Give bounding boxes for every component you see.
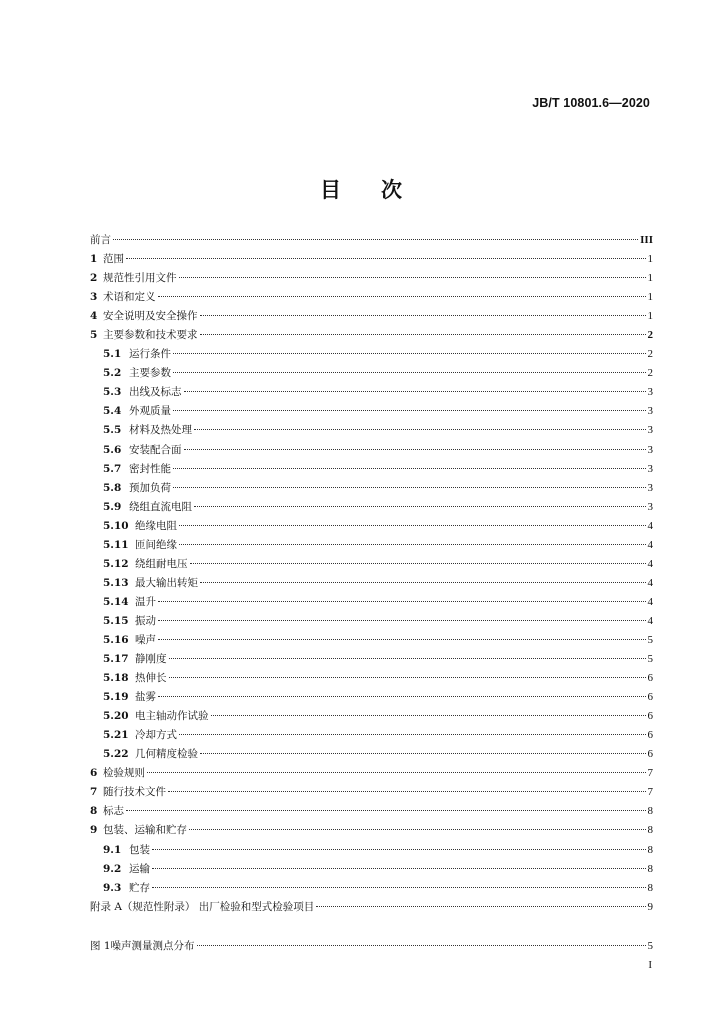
toc-entry-number: 9.1 [103,843,122,856]
title-part-2: 次 [381,178,404,202]
toc-dot-leader [200,315,646,316]
toc-entry[interactable] [90,726,653,745]
toc-entry-page: 3 [647,386,653,399]
toc-entry-page: 2 [647,348,653,361]
toc-entry-page: 6 [647,729,653,742]
toc-entry-number: 5.13 [103,576,129,589]
toc-entry[interactable] [90,669,653,688]
toc-entry-number: 5.2 [103,367,122,380]
toc-dot-leader [113,239,638,240]
toc-entry[interactable] [90,783,653,802]
toc-entry-label: 运行条件 [129,348,171,361]
toc-entry-label: 外观质量 [129,405,171,418]
toc-dot-leader [126,258,646,259]
toc-dot-leader [189,829,646,830]
toc-entry-number: 1 [90,253,98,266]
toc-entry[interactable] [90,841,653,860]
toc-entry-page: 4 [647,576,653,589]
toc-entry-page: III [640,234,653,246]
toc-entry[interactable] [90,269,653,288]
toc-entry-number: 5.19 [103,691,129,704]
toc-entry-label: 随行技术文件 [103,786,166,799]
toc-entry[interactable] [90,231,653,250]
toc-entry-label: 范围 [103,253,124,266]
toc-entry-number: 4 [90,310,98,323]
toc-dot-leader [200,753,646,754]
toc-entry-number: 5.3 [103,386,122,399]
toc-entry[interactable] [90,821,653,840]
toc-entry-page: 4 [647,595,653,608]
toc-entry-page: 4 [647,519,653,532]
toc-entry-page: 3 [647,500,653,513]
toc-dot-leader [168,791,646,792]
toc-dot-leader [158,601,646,602]
toc-entry-label: 振动 [135,614,156,627]
toc-entry-number: 附录 A [90,900,122,913]
toc-entry[interactable] [90,574,653,593]
toc-entry-label: 冷却方式 [135,729,177,742]
toc-entry[interactable] [90,307,653,326]
toc-dot-leader [173,410,646,411]
toc-entry[interactable] [90,364,653,383]
toc-entry-number: 5.14 [103,595,129,608]
toc-entry-page: 4 [647,614,653,627]
toc-entry-page: 3 [647,405,653,418]
table-of-contents [90,231,653,956]
toc-dot-leader [173,468,646,469]
toc-entry-page: 8 [647,843,653,856]
toc-spacer [90,917,653,937]
toc-entry-number: 5.9 [103,500,122,513]
toc-entry-page: 9 [647,900,653,913]
toc-entry[interactable] [90,707,653,726]
toc-entry[interactable] [90,517,653,536]
toc-entry[interactable] [90,383,653,402]
toc-entry-page: 4 [647,557,653,570]
toc-dot-leader [147,772,646,773]
toc-entry[interactable] [90,326,653,345]
toc-entry-label: 包装 [129,843,150,856]
toc-entry-label: 出线及标志 [129,386,182,399]
toc-entry-label: 几何精度检验 [135,748,198,761]
toc-dot-leader [184,391,646,392]
toc-entry-label: 运输 [129,862,150,875]
toc-entry[interactable] [90,555,653,574]
toc-dot-leader [194,429,646,430]
toc-entry-label: 静刚度 [135,653,167,666]
standard-number: JB/T 10801.6—2020 [532,96,650,110]
toc-entry[interactable] [90,593,653,612]
toc-dot-leader [179,525,646,526]
toc-entry-page: 8 [647,881,653,894]
toc-entry[interactable] [90,479,653,498]
toc-entry-label: 主要参数 [129,367,171,380]
toc-entry-label: 安装配合面 [129,443,182,456]
toc-dot-leader [173,487,646,488]
toc-entry-label: 温升 [135,595,156,608]
toc-entry[interactable] [90,802,653,821]
toc-dot-leader [184,449,646,450]
toc-entry-label: 主要参数和技术要求 [103,329,198,342]
toc-entry[interactable] [90,250,653,269]
toc-entry-page: 2 [647,367,653,380]
toc-entry[interactable] [90,898,653,917]
toc-entry-page: 7 [647,767,653,780]
toc-entry-page: 6 [647,748,653,761]
toc-entry[interactable] [90,421,653,440]
toc-dot-leader [152,887,646,888]
toc-entry-label: 绝缘电阻 [135,519,177,532]
toc-entry-page: 1 [647,291,653,304]
toc-entry-label: 规范性引用文件 [103,272,177,285]
toc-dot-leader [126,810,646,811]
toc-entry-page: 6 [647,672,653,685]
toc-entry-number: 5.15 [103,614,129,627]
toc-entry[interactable] [90,631,653,650]
toc-entry-label: 绕组直流电阻 [129,500,192,513]
toc-dot-leader [179,277,646,278]
toc-dot-leader [194,506,646,507]
toc-entry[interactable] [90,688,653,707]
toc-entry-label: 热伸长 [135,672,167,685]
toc-entry-page: 2 [647,329,653,342]
toc-dot-leader [179,544,646,545]
toc-entry-page: 6 [647,710,653,723]
toc-entry-label: 电主轴动作试验 [135,710,209,723]
toc-dot-leader [316,906,645,907]
toc-entry-label: 安全说明及安全操作 [103,310,198,323]
toc-dot-leader [190,563,646,564]
toc-entry-page: 7 [647,786,653,799]
toc-entry-number: 5.17 [103,653,129,666]
toc-entry-page: 4 [647,538,653,551]
toc-entry-label: 前言 [90,234,111,246]
toc-dot-leader [152,868,646,869]
page-number: I [648,959,652,971]
toc-entry[interactable] [90,402,653,421]
toc-entry-page: 8 [647,862,653,875]
toc-entry-label: 绕组耐电压 [135,557,188,570]
toc-dot-leader [158,620,646,621]
toc-entry-number: 5.21 [103,729,129,742]
toc-entry-page: 5 [647,633,653,646]
toc-dot-leader [173,372,646,373]
toc-entry-number: 9 [90,824,98,837]
toc-entry-number: 5.18 [103,672,129,685]
title-part-1: 目 [320,178,343,202]
toc-dot-leader [200,334,646,335]
toc-entry-label: 噪声 [135,633,156,646]
toc-dot-leader [158,696,646,697]
toc-dot-leader [197,945,646,946]
toc-entry-label: 匝间绝缘 [135,538,177,551]
toc-entry-label: 材料及热处理 [129,424,192,437]
toc-dot-leader [211,715,646,716]
toc-entry-number: 5.11 [103,538,129,551]
toc-dot-leader [200,582,646,583]
toc-entry[interactable] [90,345,653,364]
toc-dot-leader [152,849,646,850]
toc-entry-page: 3 [647,424,653,437]
toc-entry[interactable] [90,745,653,764]
toc-entry-number: 5 [90,329,98,342]
toc-entry-number: 5.22 [103,748,129,761]
toc-entry-label: 包装、运输和贮存 [103,824,187,837]
toc-entry-label: 预加负荷 [129,481,171,494]
toc-entry-number: 9.3 [103,881,122,894]
toc-entry-page: 5 [647,939,653,952]
toc-entry-label: 盐雾 [135,691,156,704]
toc-entry[interactable] [90,498,653,517]
toc-entry-page: 1 [647,253,653,266]
toc-entry-label: 标志 [103,805,124,818]
toc-entry[interactable] [90,650,653,669]
toc-entry[interactable] [90,860,653,879]
toc-entry-number: 5.4 [103,405,122,418]
toc-entry-number: 5.10 [103,519,129,532]
toc-entry-page: 3 [647,443,653,456]
toc-entry[interactable] [90,612,653,631]
toc-entry-page: 6 [647,691,653,704]
toc-entry-label: 术语和定义 [103,291,156,304]
toc-entry-number: 5.5 [103,424,122,437]
toc-entry-page: 1 [647,310,653,323]
toc-dot-leader [173,353,646,354]
toc-entry[interactable] [90,764,653,783]
toc-entry-page: 3 [647,481,653,494]
toc-entry[interactable] [90,460,653,479]
toc-entry-number: 2 [90,272,98,285]
toc-entry-label: 最大输出转矩 [135,576,198,589]
toc-entry-label: 密封性能 [129,462,171,475]
toc-dot-leader [169,658,646,659]
toc-entry[interactable] [90,441,653,460]
page-title [0,174,724,204]
toc-entry-number: 5.20 [103,710,129,723]
toc-entry-number: 3 [90,291,98,304]
toc-entry-number: 5.7 [103,462,122,475]
toc-entry[interactable] [90,288,653,307]
toc-entry-number: 5.6 [103,443,122,456]
toc-entry-page: 8 [647,824,653,837]
toc-entry[interactable] [90,937,653,956]
toc-entry-number: 5.12 [103,557,129,570]
toc-entry-number: 5.1 [103,348,122,361]
toc-dot-leader [158,639,646,640]
toc-entry-number: 8 [90,805,98,818]
toc-dot-leader [158,296,646,297]
toc-dot-leader [179,734,646,735]
toc-entry-number: 7 [90,786,98,799]
toc-entry-number: 6 [90,767,98,780]
toc-entry-label: （规范性附录） 出厂检验和型式检验项目 [121,900,315,913]
toc-entry-number: 9.2 [103,862,122,875]
toc-entry-page: 3 [647,462,653,475]
toc-entry-number: 5.16 [103,633,129,646]
toc-entry-label: 噪声测量测点分布 [110,939,195,952]
toc-entry[interactable] [90,536,653,555]
toc-entry-number: 图 1 [90,939,111,952]
toc-entry[interactable] [90,879,653,898]
toc-entry-page: 5 [647,653,653,666]
toc-dot-leader [169,677,646,678]
toc-entry-label: 贮存 [129,881,150,894]
toc-entry-page: 1 [647,272,653,285]
toc-entry-page: 8 [647,805,653,818]
toc-entry-number: 5.8 [103,481,122,494]
toc-entry-label: 检验规则 [103,767,145,780]
